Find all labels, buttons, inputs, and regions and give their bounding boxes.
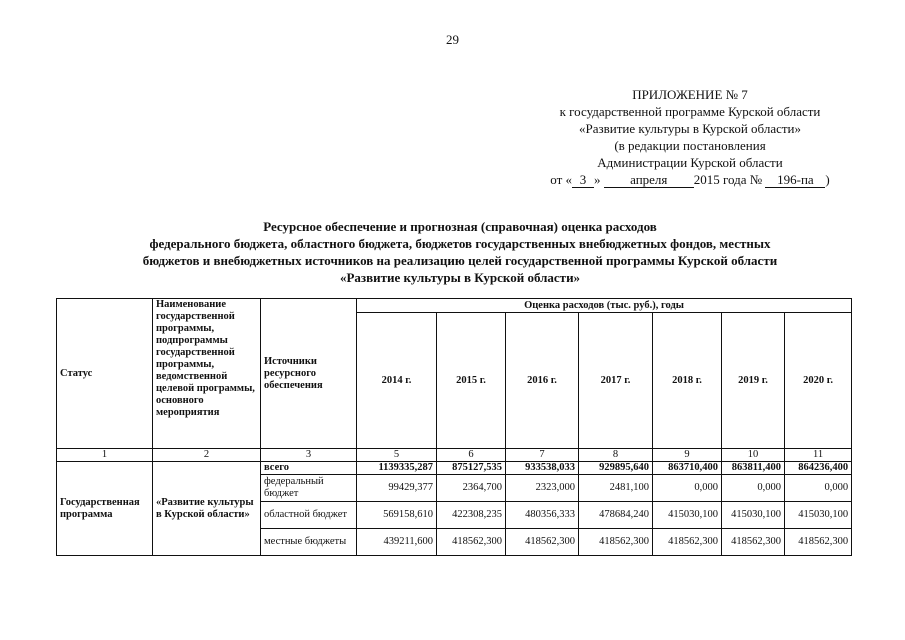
column-number: 10 — [722, 449, 785, 462]
value-cell: 415030,100 — [653, 502, 722, 529]
title-line-3: бюджетов и внебюджетных источников на реализацию целей государственной программы Курской области — [142, 253, 778, 268]
source-cell: федеральный бюджет — [261, 475, 357, 502]
column-number: 3 — [261, 449, 357, 462]
value-cell: 1139335,287 — [357, 462, 437, 475]
status-cell: Государственная программа — [57, 462, 153, 556]
header-sources: Источники ресурсного обеспечения — [261, 299, 357, 449]
title-line-1: Ресурсное обеспечение и прогнозная (справочная) оценка расходов — [263, 219, 657, 234]
value-cell: 439211,600 — [357, 529, 437, 556]
value-cell: 569158,610 — [357, 502, 437, 529]
date-day-suffix: » — [594, 172, 601, 187]
appendix-date-line — [520, 171, 860, 188]
date-close: ) — [825, 172, 830, 187]
value-cell: 933538,033 — [506, 462, 579, 475]
column-number: 6 — [437, 449, 506, 462]
value-cell: 863811,400 — [722, 462, 785, 475]
header-year: 2019 г. — [722, 313, 785, 449]
value-cell: 422308,235 — [437, 502, 506, 529]
header-program-name: Наименование государственной программы, подпрограммы государственной программы, ведомственной целевой программы, основного мероприятия — [153, 299, 261, 449]
document-title — [60, 218, 860, 286]
header-year: 2018 г. — [653, 313, 722, 449]
value-cell: 418562,300 — [506, 529, 579, 556]
page-number: 29 — [446, 32, 459, 47]
value-cell: 2481,100 — [579, 475, 653, 502]
header-estimate: Оценка расходов (тыс. руб.), годы — [357, 299, 852, 313]
appendix-heading: ПРИЛОЖЕНИЕ № 7 — [632, 87, 748, 102]
appendix-line-2: «Развитие культуры в Курской области» — [578, 121, 802, 136]
program-name-cell: «Развитие культуры в Курской области» — [153, 462, 261, 556]
column-number: 11 — [785, 449, 852, 462]
decree-number: 196-па — [765, 173, 825, 188]
source-cell: областной бюджет — [261, 502, 357, 529]
appendix-line-1: к государственной программе Курской области — [559, 104, 821, 119]
header-year: 2015 г. — [437, 313, 506, 449]
value-cell: 418562,300 — [653, 529, 722, 556]
source-cell: всего — [261, 462, 357, 475]
value-cell: 863710,400 — [653, 462, 722, 475]
source-cell: местные бюджеты — [261, 529, 357, 556]
value-cell: 0,000 — [722, 475, 785, 502]
value-cell: 415030,100 — [722, 502, 785, 529]
appendix-block — [520, 86, 860, 188]
header-year: 2016 г. — [506, 313, 579, 449]
column-number: 5 — [357, 449, 437, 462]
header-year: 2020 г. — [785, 313, 852, 449]
value-cell: 0,000 — [785, 475, 852, 502]
column-number: 2 — [153, 449, 261, 462]
date-day: 3 — [572, 173, 594, 188]
value-cell: 99429,377 — [357, 475, 437, 502]
header-status: Статус — [57, 299, 153, 449]
value-cell: 415030,100 — [785, 502, 852, 529]
column-number: 8 — [579, 449, 653, 462]
title-line-2: федерального бюджета, областного бюджета, бюджетов государственных внебюджетных фондов, местных — [149, 236, 771, 251]
value-cell: 418562,300 — [722, 529, 785, 556]
table-row-total — [57, 462, 852, 475]
appendix-line-3: (в редакции постановления — [614, 138, 766, 153]
date-year: 2015 года № — [693, 172, 763, 187]
value-cell: 929895,640 — [579, 462, 653, 475]
value-cell: 418562,300 — [785, 529, 852, 556]
value-cell: 875127,535 — [437, 462, 506, 475]
column-number: 1 — [57, 449, 153, 462]
value-cell: 480356,333 — [506, 502, 579, 529]
date-prefix: от « — [550, 172, 572, 187]
column-number-row — [57, 449, 852, 462]
value-cell: 418562,300 — [579, 529, 653, 556]
appendix-line-4: Администрации Курской области — [597, 155, 783, 170]
value-cell: 0,000 — [653, 475, 722, 502]
column-number: 9 — [653, 449, 722, 462]
value-cell: 478684,240 — [579, 502, 653, 529]
header-row-1 — [57, 299, 852, 313]
value-cell: 2323,000 — [506, 475, 579, 502]
header-year: 2017 г. — [579, 313, 653, 449]
header-year: 2014 г. — [357, 313, 437, 449]
date-month: апреля — [604, 173, 694, 188]
value-cell: 418562,300 — [437, 529, 506, 556]
column-number: 7 — [506, 449, 579, 462]
budget-table — [56, 298, 852, 556]
title-line-4: «Развитие культуры в Курской области» — [339, 270, 581, 285]
value-cell: 2364,700 — [437, 475, 506, 502]
value-cell: 864236,400 — [785, 462, 852, 475]
